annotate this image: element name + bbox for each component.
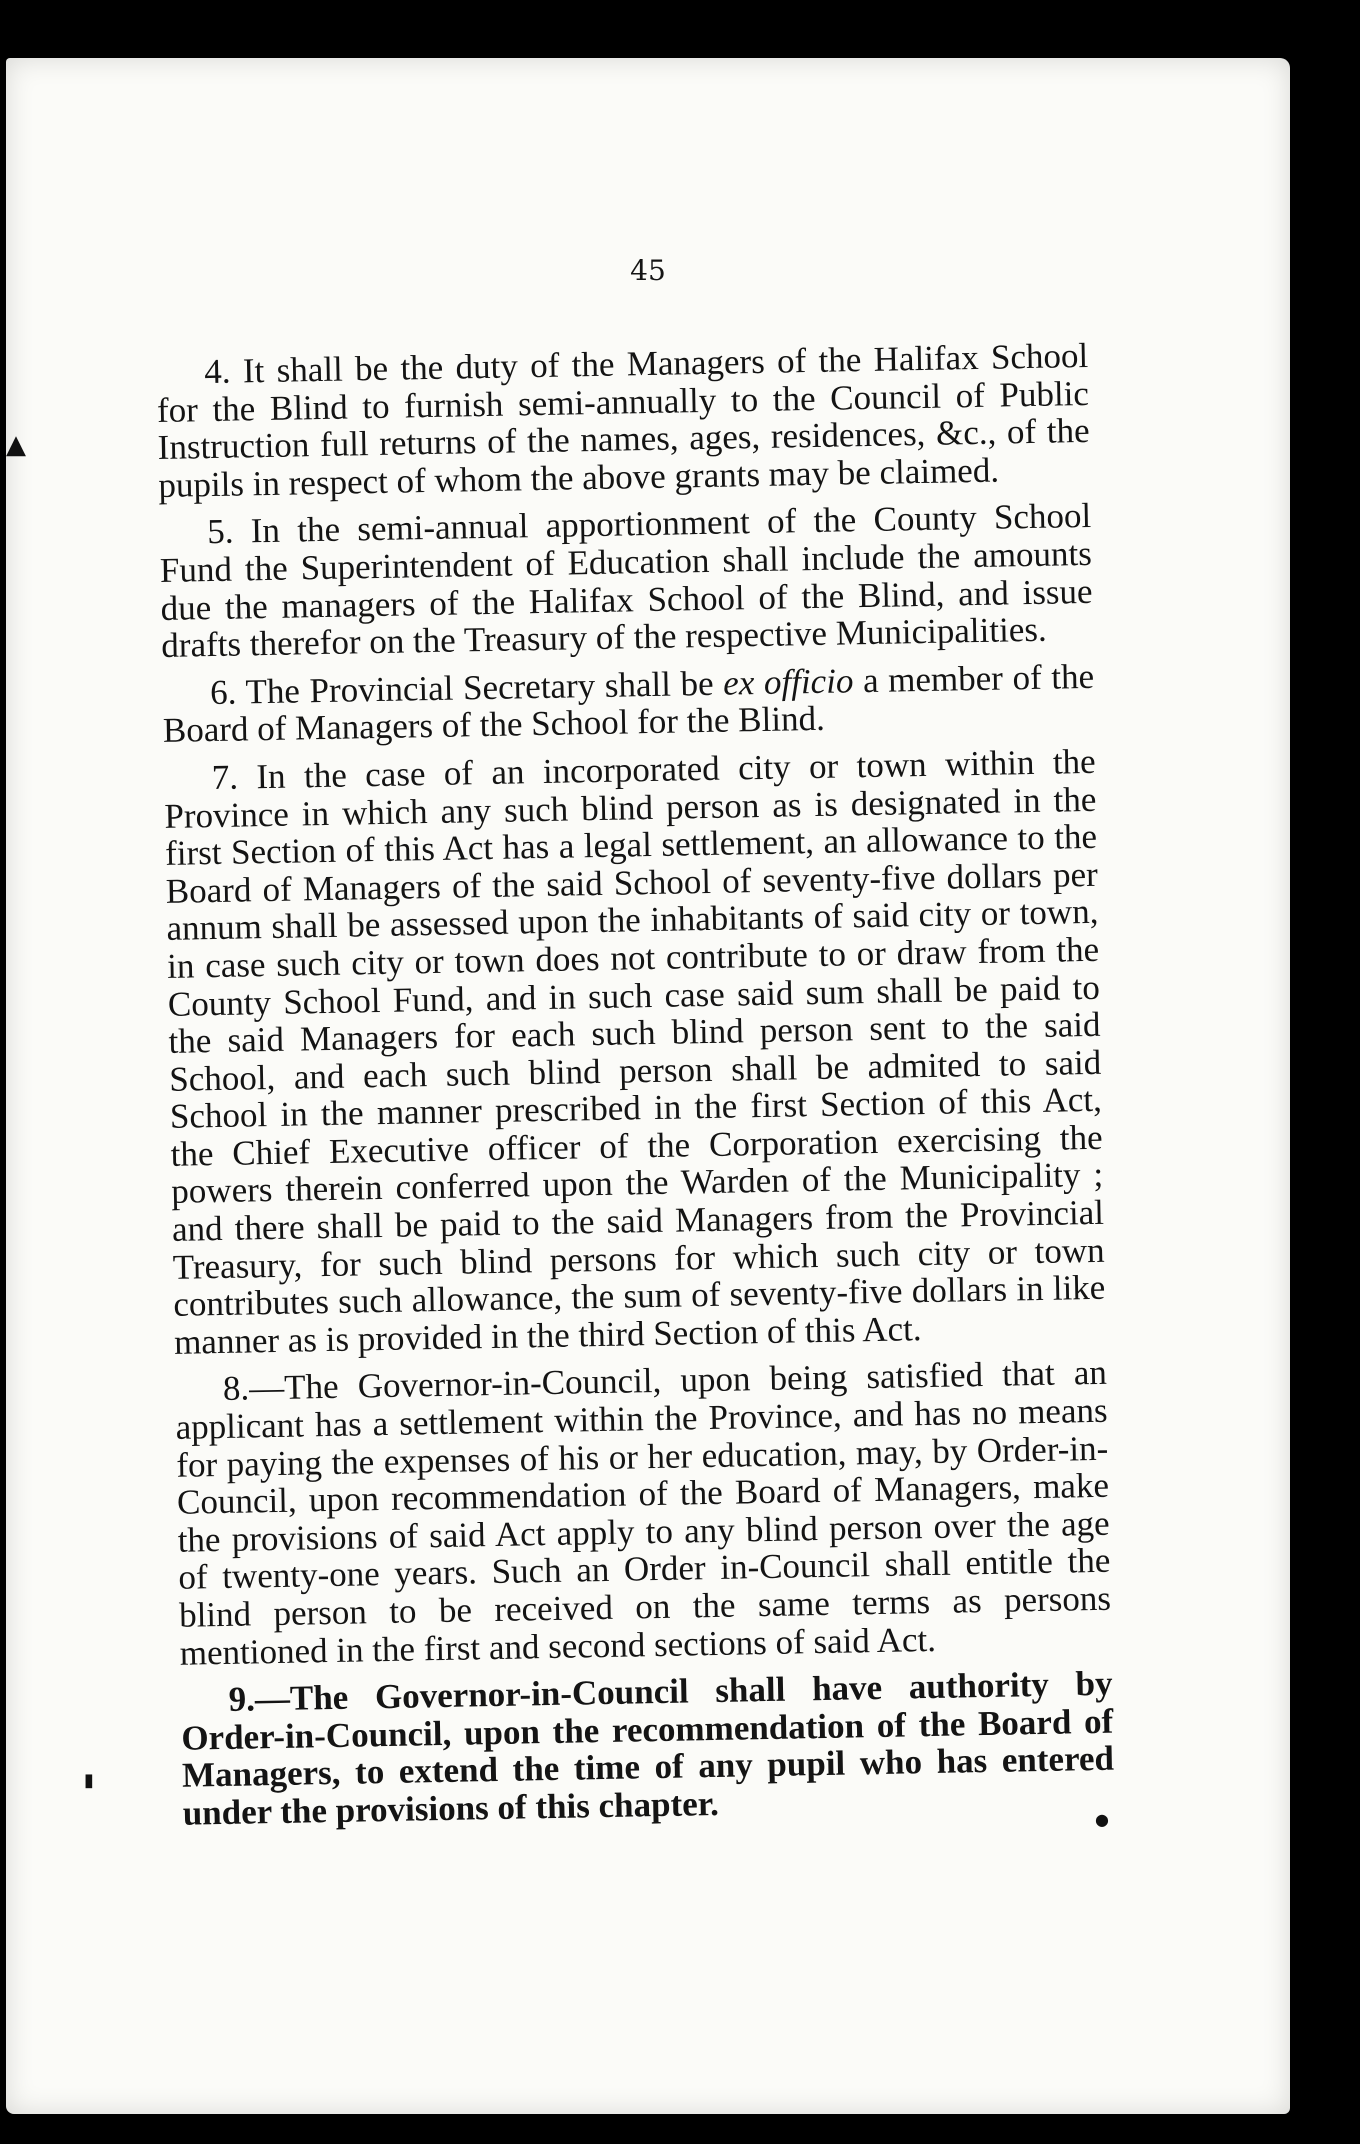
document-page: [6, 58, 1290, 2114]
left-edge-mark-tick: ▮: [84, 1770, 94, 1791]
section-4-paragraph: 4. It shall be the duty of the Managers of the Halifax School for the Blind to furnish semi-annually to the Council of Public Instruction full returns of the names, ages, residences, &c., of the pupils in respect of whom the above grants may be claimed.: [156, 335, 1090, 505]
section-6-italic-term: ex officio: [722, 661, 854, 703]
section-6-text-after: a member of the Board of Managers of the School for the Blind.: [162, 656, 1095, 751]
section-6-paragraph: [162, 658, 1095, 750]
section-6-text-before: 6. The Provincial Secretary shall be: [209, 663, 724, 712]
left-edge-mark-arrow: ▲: [6, 430, 26, 460]
section-5-paragraph: 5. In the semi-annual apportionment of the County School Fund the Superintendent of Education shall include the amounts due the managers of the Halifax School of the Blind, and issue drafts therefor on the Treasury of the respective Municipalities.: [159, 496, 1093, 666]
section-8-paragraph: 8.—The Governor-in-Council, upon being satisfied that an applicant has a settlement within the Province, and has no means for paying the expenses of his or her education, may, by Order-in-Council, upon recommendation of the Board of Managers, make the provisions of said Act apply to any blind person over the age of twenty-one years. Such an Order in-Council shall entitle the blind person to be received on the same terms as persons mentioned in the first and second sections of said Act.: [175, 1353, 1112, 1673]
body-text: [156, 337, 1115, 1842]
right-edge-mark-dot: ●: [1095, 1810, 1109, 1829]
page-number: 45: [630, 254, 666, 287]
section-9-paragraph: 9.—The Governor-in-Council shall have authority by Order-in-Council, upon the recommendation of the Board of Managers, to extend the time of any pupil who has entered under the provisions of this chapter.: [181, 1663, 1115, 1833]
section-7-paragraph: 7. In the case of an incorporated city or town within the Province in which any such blind person as is designated in the first Section of this Act has a legal settlement, an allowance to the Board of Managers of the said School of seventy-five dollars per annum shall be assessed upon the inhabitants of said city or town, in case such city or town does not contribute to or draw from the County School Fund, and in such case said sum shall be paid to the said Managers for each such blind person sent to the said School, and each such blind person shall be admited to said School in the manner prescribed in the first Section of this Act, the Chief Executive officer of the Corporation exercising the powers therein conferred upon the Warden of the Municipality ; and there shall be paid to the said Managers from the Provincial Treasury, for such blind persons for which such city or town contributes such allowance, the sum of seventy-five dollars in like manner as is provided in the third Section of this Act.: [164, 741, 1106, 1362]
